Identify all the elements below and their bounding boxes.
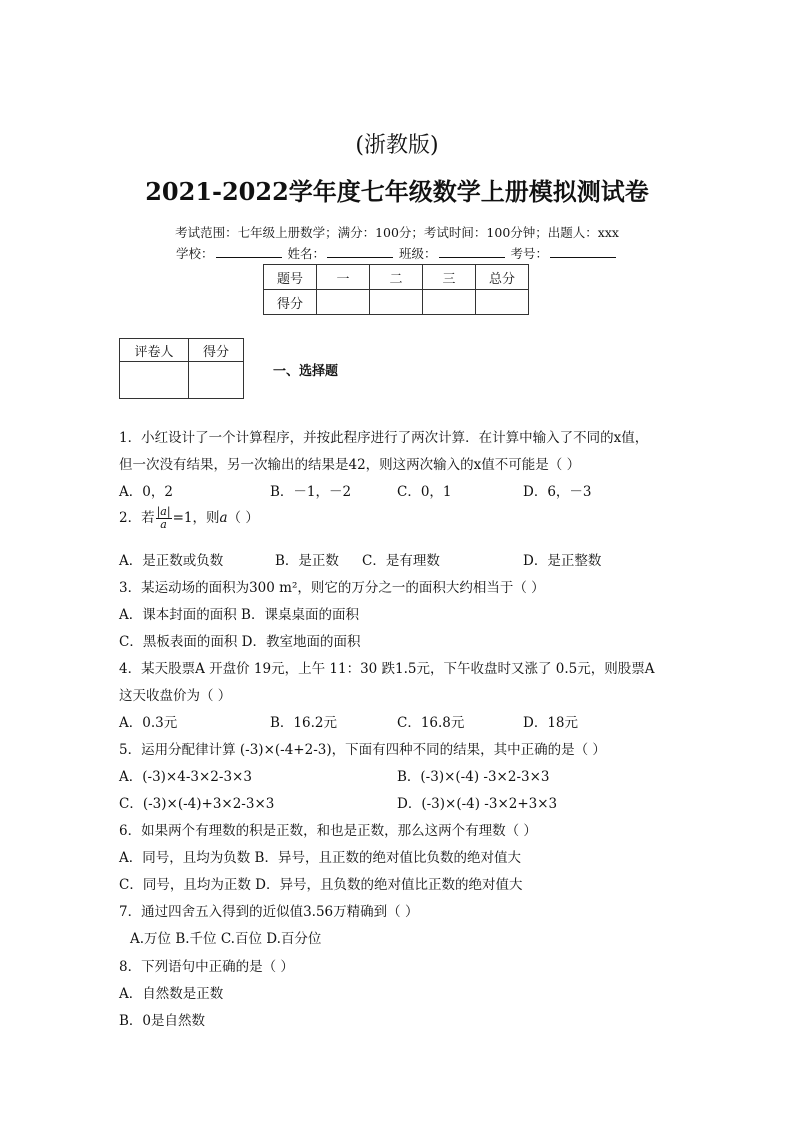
q2-fraction [156,506,172,530]
q4-stem-line1: 4．某天股票A 开盘价 19元，上午 11：30 跌1.5元，下午收盘时又涨了 0.5元，则股票A [119,661,655,677]
q3-options-ab: A．课本封面的面积 B．课桌桌面的面积 [119,607,359,623]
q5-option-a: A．(-3)×4-3×2-3×3 [119,769,252,785]
q8-option-a: A．自然数是正数 [119,986,224,1002]
q2-stem [119,506,259,531]
q2-option-a: A．是正数或负数 [119,553,224,569]
q2-tail: （ ） [227,510,259,526]
q7-stem: 7．通过四舍五入得到的近似值3.56万精确到（ ） [119,904,419,920]
q2-suffix: =1，则 [172,510,220,526]
q2-option-d: D．是正整数 [523,553,602,569]
name-blank[interactable] [327,245,393,258]
q2-variable: a [219,510,228,526]
exam-edition: (浙教版) [355,133,439,158]
grader-table-row [120,362,244,399]
q1-option-d: D．6，－3 [523,484,592,500]
grader-table [119,338,244,399]
school-blank[interactable] [216,245,282,258]
q2-option-b: B．是正数 [275,553,339,569]
q4-option-d: D．18元 [523,715,579,731]
q6-options-ab: A．同号，且均为负数 B．异号，且正数的绝对值比负数的绝对值大 [119,850,521,866]
q2-prefix: 2．若 [119,510,155,526]
q1-stem-line1: 1．小红设计了一个计算程序，并按此程序进行了两次计算．在计算中输入了不同的x值， [119,430,649,446]
q7-options: A.万位 B.千位 C.百位 D.百分位 [130,931,322,947]
q4-stem-line2: 这天收盘价为（ ） [119,688,232,704]
q5-option-d: D．(-3)×(-4) -3×2+3×3 [397,796,558,812]
q3-options-cd: C．黑板表面的面积 D．教室地面的面积 [119,634,361,650]
score-row-label: 得分 [264,290,317,315]
id-blank[interactable] [550,245,616,258]
q5-option-c: C．(-3)×(-4)+3×2-3×3 [119,796,275,812]
section-title: 一、选择题 [273,364,339,379]
grader-cell[interactable] [189,362,244,399]
q2-option-c: C．是有理数 [362,553,440,569]
score-table [263,264,529,315]
grader-table-header-row [120,339,244,362]
q6-options-cd: C．同号，且均为正数 D．异号，且负数的绝对值比正数的绝对值大 [119,877,523,893]
score-table-header: 总分 [476,265,529,290]
exam-info: 考试范围：七年级上册数学；满分：100分；考试时间：100分钟；出题人：xxx [175,225,619,240]
q4-option-a: A．0.3元 [119,715,178,731]
score-cell[interactable] [476,290,529,315]
school-label: 学校： [175,246,214,261]
score-table-header: 题号 [264,265,317,290]
score-table-header: 一 [317,265,370,290]
exam-title: 2021-2022学年度七年级数学上册模拟测试卷 [145,177,649,206]
q1-option-a: A．0，2 [119,484,173,500]
score-table-row [264,290,529,315]
class-blank[interactable] [439,245,505,258]
student-fields [0,244,794,262]
q5-stem: 5．运用分配律计算 (-3)×(-4+2-3)，下面有四种不同的结果，其中正确的是（ ） [119,742,606,758]
class-label: 班级： [398,246,437,261]
score-cell[interactable] [423,290,476,315]
score-cell[interactable] [317,290,370,315]
grader-cell[interactable] [120,362,189,399]
grader-header: 得分 [189,339,244,362]
name-label: 姓名： [287,246,325,261]
q3-stem: 3．某运动场的面积为300 m²，则它的万分之一的面积大约相当于（ ） [119,580,545,596]
q4-option-c: C．16.8元 [397,715,465,731]
id-label: 考号： [510,246,548,261]
q5-option-b: B．(-3)×(-4) -3×2-3×3 [397,769,550,785]
q1-option-b: B．－1，－2 [270,484,352,500]
q8-option-b: B．0是自然数 [119,1013,206,1029]
score-table-header: 二 [370,265,423,290]
score-table-header: 三 [423,265,476,290]
score-cell[interactable] [370,290,423,315]
q1-option-c: C．0，1 [397,484,452,500]
q2-fraction-denominator: a [160,518,167,531]
q6-stem: 6．如果两个有理数的积是正数，和也是正数，那么这两个有理数（ ） [119,823,537,839]
q1-stem-line2: 但一次没有结果，另一次输出的结果是42，则这两次输入的x值不可能是（ ） [119,457,581,473]
grader-header: 评卷人 [120,339,189,362]
q2-fraction-numerator: |a| [156,505,171,519]
score-table-header-row [264,265,529,290]
q4-option-b: B．16.2元 [270,715,337,731]
q8-stem: 8．下列语句中正确的是（ ） [119,959,294,975]
